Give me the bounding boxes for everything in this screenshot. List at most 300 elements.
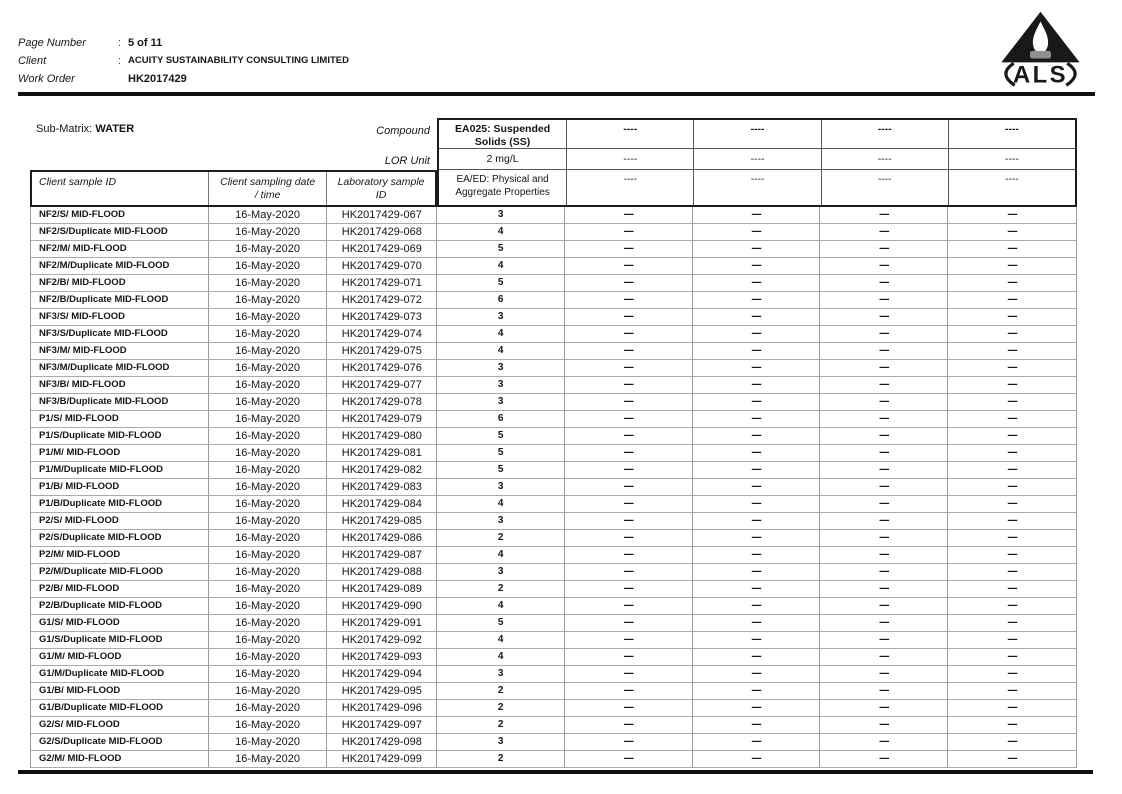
cell-empty-result: ----: [1007, 396, 1017, 407]
cell-lab-sample-id: HK2017429-099: [327, 751, 437, 767]
cell-result-value: 4: [437, 343, 565, 359]
cell-lab-sample-id: HK2017429-090: [327, 598, 437, 614]
cell-lab-sample-id: HK2017429-071: [327, 275, 437, 291]
cell-sampling-date: 16-May-2020: [209, 343, 328, 359]
cell-empty-result: ----: [820, 241, 948, 257]
compound-column: [821, 120, 948, 205]
cell-lab-sample-id: HK2017429-087: [327, 547, 437, 563]
cell-result-value: 4: [437, 224, 565, 240]
table-row: [31, 530, 1076, 547]
cell-sample-id: G1/M/ MID-FLOOD: [31, 649, 209, 665]
sampling-date-header-line1: Client sampling date: [220, 176, 316, 188]
cell-empty-result: ----: [820, 479, 948, 495]
cell-lab-sample-id: HK2017429-082: [327, 462, 437, 478]
compound-column: [693, 120, 820, 205]
cell-empty-result: ----: [565, 241, 693, 257]
cell-result-value: 6: [437, 292, 565, 308]
cell-empty-result: ----: [565, 564, 693, 580]
cell-lab-sample-id: HK2017429-089: [327, 581, 437, 597]
cell-empty-result: ----: [693, 462, 821, 478]
compound-column: [439, 120, 566, 205]
cell-sample-id: P1/S/Duplicate MID-FLOOD: [31, 428, 209, 444]
cell-result-value: 2: [437, 530, 565, 546]
cell-empty-result: ----: [693, 547, 821, 563]
cell-empty-result: ----: [693, 275, 821, 291]
cell-empty-result: ----: [1007, 498, 1017, 509]
cell-sampling-date: 16-May-2020: [209, 683, 328, 699]
cell-result-value: 3: [437, 666, 565, 682]
cell-sampling-date: 16-May-2020: [209, 207, 328, 223]
cell-empty-result: ----: [565, 428, 693, 444]
cell-empty-result: ----: [820, 496, 948, 512]
table-row: [31, 513, 1076, 530]
cell-sample-id: G2/M/ MID-FLOOD: [31, 751, 209, 767]
cell-empty-result: ----: [693, 530, 821, 546]
cell-sample-id: NF3/S/Duplicate MID-FLOOD: [31, 326, 209, 342]
cell-empty-result: ----: [565, 683, 693, 699]
table-row: [31, 411, 1076, 428]
cell-sample-id: NF3/M/Duplicate MID-FLOOD: [31, 360, 209, 376]
cell-empty-result: ----: [693, 377, 821, 393]
cell-lab-sample-id: HK2017429-098: [327, 734, 437, 750]
cell-sample-id: NF2/M/Duplicate MID-FLOOD: [31, 258, 209, 274]
cell-empty-result: ----: [565, 326, 693, 342]
cell-sampling-date: 16-May-2020: [209, 700, 328, 716]
cell-sampling-date: 16-May-2020: [209, 326, 328, 342]
cell-result-value: 5: [437, 241, 565, 257]
cell-empty-result: ----: [693, 666, 821, 682]
cell-sample-id: G1/S/Duplicate MID-FLOOD: [31, 632, 209, 648]
cell-empty-result: ----: [565, 649, 693, 665]
cell-empty-result: ----: [693, 241, 821, 257]
table-row: [31, 258, 1076, 275]
cell-lab-sample-id: HK2017429-072: [327, 292, 437, 308]
cell-lab-sample-id: HK2017429-074: [327, 326, 437, 342]
cell-empty-result: ----: [1007, 634, 1017, 645]
table-row: [31, 598, 1076, 615]
cell-sample-id: G2/S/ MID-FLOOD: [31, 717, 209, 733]
sub-matrix-value: WATER: [95, 123, 135, 135]
table-row: [31, 496, 1076, 513]
cell-sampling-date: 16-May-2020: [209, 224, 328, 240]
table-row: [31, 734, 1076, 751]
cell-empty-result: ----: [820, 615, 948, 631]
cell-sampling-date: 16-May-2020: [209, 734, 328, 750]
cell-lab-sample-id: HK2017429-094: [327, 666, 437, 682]
cell-result-value: 3: [437, 309, 565, 325]
cell-lab-sample-id: HK2017429-079: [327, 411, 437, 427]
cell-empty-result: ----: [820, 530, 948, 546]
cell-sample-id: P1/S/ MID-FLOOD: [31, 411, 209, 427]
table-row: [31, 377, 1076, 394]
cell-empty-result: ----: [1007, 328, 1017, 339]
compound-name: ----: [567, 120, 693, 149]
cell-empty-result: ----: [820, 564, 948, 580]
cell-sample-id: P2/S/Duplicate MID-FLOOD: [31, 530, 209, 546]
cell-empty-result: ----: [693, 445, 821, 461]
cell-sample-id: P2/B/ MID-FLOOD: [31, 581, 209, 597]
cell-empty-result: ----: [693, 700, 821, 716]
cell-empty-result: ----: [565, 598, 693, 614]
cell-empty-result: ----: [820, 224, 948, 240]
cell-empty-result: ----: [1007, 736, 1017, 747]
cell-sample-id: NF2/B/Duplicate MID-FLOOD: [31, 292, 209, 308]
cell-sample-id: NF3/B/Duplicate MID-FLOOD: [31, 394, 209, 410]
cell-lab-sample-id: HK2017429-083: [327, 479, 437, 495]
table-row: [31, 394, 1076, 411]
results-table: [30, 118, 1077, 768]
table-bottom-divider: [18, 770, 1093, 774]
compound-lor-unit: ----: [822, 149, 948, 170]
cell-empty-result: ----: [1007, 668, 1017, 679]
compound-name: ----: [694, 120, 820, 149]
cell-sample-id: P1/B/Duplicate MID-FLOOD: [31, 496, 209, 512]
cell-empty-result: ----: [565, 309, 693, 325]
cell-empty-result: ----: [693, 683, 821, 699]
cell-empty-result: ----: [1007, 413, 1017, 424]
cell-empty-result: ----: [693, 564, 821, 580]
cell-empty-result: ----: [693, 360, 821, 376]
table-row: [31, 479, 1076, 496]
work-order-row: [18, 70, 349, 88]
cell-sampling-date: 16-May-2020: [209, 309, 328, 325]
cell-result-value: 3: [437, 479, 565, 495]
cell-lab-sample-id: HK2017429-075: [327, 343, 437, 359]
cell-empty-result: ----: [820, 700, 948, 716]
cell-empty-result: ----: [693, 309, 821, 325]
cell-sampling-date: 16-May-2020: [209, 530, 328, 546]
cell-empty-result: ----: [693, 411, 821, 427]
cell-empty-result: ----: [565, 530, 693, 546]
compound-method: ----: [750, 174, 765, 185]
compound-columns-header: [437, 118, 1077, 207]
work-order-label: Work Order: [18, 73, 75, 85]
cell-empty-result: ----: [820, 428, 948, 444]
cell-empty-result: ----: [565, 666, 693, 682]
cell-empty-result: ----: [820, 462, 948, 478]
cell-result-value: 2: [437, 717, 565, 733]
cell-lab-sample-id: HK2017429-093: [327, 649, 437, 665]
cell-empty-result: ----: [1007, 583, 1017, 594]
table-row: [31, 666, 1076, 683]
cell-sampling-date: 16-May-2020: [209, 258, 328, 274]
cell-empty-result: ----: [565, 717, 693, 733]
cell-lab-sample-id: HK2017429-077: [327, 377, 437, 393]
cell-sampling-date: 16-May-2020: [209, 275, 328, 291]
cell-sampling-date: 16-May-2020: [209, 666, 328, 682]
table-row: [31, 615, 1076, 632]
compound-name: EA025: Suspended Solids (SS): [439, 120, 566, 149]
client-sample-id-header: Client sample ID: [39, 176, 117, 188]
sub-matrix-label: Sub-Matrix:: [36, 123, 93, 135]
cell-lab-sample-id: HK2017429-078: [327, 394, 437, 410]
cell-result-value: 4: [437, 496, 565, 512]
cell-empty-result: ----: [820, 513, 948, 529]
cell-lab-sample-id: HK2017429-086: [327, 530, 437, 546]
cell-empty-result: ----: [693, 479, 821, 495]
cell-empty-result: ----: [820, 547, 948, 563]
cell-empty-result: ----: [1007, 600, 1017, 611]
table-row: [31, 649, 1076, 666]
compound-column: [566, 120, 693, 205]
cell-sample-id: P2/M/ MID-FLOOD: [31, 547, 209, 563]
sample-columns-header: [30, 170, 437, 207]
cell-sampling-date: 16-May-2020: [209, 411, 328, 427]
cell-result-value: 2: [437, 751, 565, 767]
cell-empty-result: ----: [1007, 617, 1017, 628]
cell-empty-result: ----: [693, 649, 821, 665]
separator: [118, 70, 128, 88]
cell-sample-id: G1/B/Duplicate MID-FLOOD: [31, 700, 209, 716]
compound-name: ----: [822, 120, 948, 149]
work-order-value: HK2017429: [128, 73, 187, 85]
compound-name: ----: [949, 120, 1075, 149]
cell-empty-result: ----: [1007, 753, 1017, 764]
cell-empty-result: ----: [565, 751, 693, 767]
cell-empty-result: ----: [693, 598, 821, 614]
cell-result-value: 4: [437, 632, 565, 648]
compound-method: EA/ED: Physical and Aggregate Properties: [455, 174, 550, 198]
cell-lab-sample-id: HK2017429-067: [327, 207, 437, 223]
cell-lab-sample-id: HK2017429-085: [327, 513, 437, 529]
cell-result-value: 4: [437, 326, 565, 342]
cell-empty-result: ----: [1007, 345, 1017, 356]
separator: :: [118, 37, 122, 49]
cell-sample-id: P2/B/Duplicate MID-FLOOD: [31, 598, 209, 614]
cell-sampling-date: 16-May-2020: [209, 649, 328, 665]
compound-lor-unit: ----: [949, 149, 1075, 170]
cell-empty-result: ----: [820, 394, 948, 410]
cell-sampling-date: 16-May-2020: [209, 496, 328, 512]
cell-sampling-date: 16-May-2020: [209, 360, 328, 376]
lab-sample-id-header-line2: ID: [375, 189, 387, 201]
compound-lor-unit: 2 mg/L: [439, 149, 566, 170]
cell-result-value: 3: [437, 564, 565, 580]
cell-empty-result: ----: [565, 462, 693, 478]
cell-empty-result: ----: [693, 343, 821, 359]
cell-sample-id: NF2/M/ MID-FLOOD: [31, 241, 209, 257]
cell-empty-result: ----: [820, 360, 948, 376]
cell-empty-result: ----: [565, 377, 693, 393]
cell-empty-result: ----: [820, 377, 948, 393]
compound-method: ----: [623, 174, 637, 185]
cell-empty-result: ----: [693, 513, 821, 529]
cell-empty-result: ----: [1007, 260, 1017, 271]
cell-empty-result: ----: [1007, 464, 1017, 475]
cell-empty-result: ----: [820, 411, 948, 427]
cell-empty-result: ----: [565, 632, 693, 648]
cell-sample-id: G1/S/ MID-FLOOD: [31, 615, 209, 631]
cell-empty-result: ----: [693, 258, 821, 274]
cell-result-value: 4: [437, 598, 565, 614]
cell-empty-result: ----: [693, 292, 821, 308]
cell-sampling-date: 16-May-2020: [209, 241, 328, 257]
table-row: [31, 581, 1076, 598]
cell-empty-result: ----: [693, 717, 821, 733]
cell-empty-result: ----: [565, 615, 693, 631]
cell-empty-result: ----: [693, 428, 821, 444]
cell-empty-result: ----: [693, 581, 821, 597]
cell-lab-sample-id: HK2017429-070: [327, 258, 437, 274]
cell-empty-result: ----: [820, 734, 948, 750]
cell-empty-result: ----: [1007, 311, 1017, 322]
cell-empty-result: ----: [693, 734, 821, 750]
cell-empty-result: ----: [820, 649, 948, 665]
cell-lab-sample-id: HK2017429-073: [327, 309, 437, 325]
cell-sample-id: P1/M/Duplicate MID-FLOOD: [31, 462, 209, 478]
cell-empty-result: ----: [565, 360, 693, 376]
cell-lab-sample-id: HK2017429-095: [327, 683, 437, 699]
cell-lab-sample-id: HK2017429-076: [327, 360, 437, 376]
table-row: [31, 292, 1076, 309]
cell-empty-result: ----: [693, 751, 821, 767]
cell-sample-id: P1/M/ MID-FLOOD: [31, 445, 209, 461]
cell-empty-result: ----: [820, 292, 948, 308]
report-header-fields: [18, 34, 349, 88]
cell-empty-result: ----: [693, 615, 821, 631]
cell-empty-result: ----: [820, 751, 948, 767]
sampling-date-header: [208, 172, 326, 205]
table-row: [31, 207, 1076, 224]
table-row: [31, 326, 1076, 343]
als-logo-icon: [988, 8, 1093, 90]
cell-empty-result: ----: [693, 224, 821, 240]
cell-empty-result: ----: [565, 700, 693, 716]
table-row: [31, 224, 1076, 241]
cell-empty-result: ----: [565, 207, 693, 223]
cell-empty-result: ----: [1007, 209, 1017, 220]
cell-empty-result: ----: [1007, 481, 1017, 492]
cell-empty-result: ----: [820, 258, 948, 274]
compound-lor-unit: ----: [694, 149, 820, 170]
cell-empty-result: ----: [820, 275, 948, 291]
cell-empty-result: ----: [820, 445, 948, 461]
cell-sampling-date: 16-May-2020: [209, 581, 328, 597]
cell-sample-id: P1/B/ MID-FLOOD: [31, 479, 209, 495]
cell-empty-result: ----: [1007, 294, 1017, 305]
cell-empty-result: ----: [820, 666, 948, 682]
table-header: [30, 118, 1077, 207]
cell-sample-id: P2/S/ MID-FLOOD: [31, 513, 209, 529]
cell-result-value: 3: [437, 377, 565, 393]
cell-empty-result: ----: [565, 224, 693, 240]
sampling-date-header-line2: / time: [254, 189, 281, 201]
cell-empty-result: ----: [693, 632, 821, 648]
cell-lab-sample-id: HK2017429-097: [327, 717, 437, 733]
cell-empty-result: ----: [1007, 362, 1017, 373]
table-row: [31, 751, 1076, 768]
table-row: [31, 241, 1076, 258]
cell-empty-result: ----: [820, 343, 948, 359]
cell-lab-sample-id: HK2017429-096: [327, 700, 437, 716]
cell-empty-result: ----: [820, 309, 948, 325]
cell-result-value: 6: [437, 411, 565, 427]
cell-lab-sample-id: HK2017429-091: [327, 615, 437, 631]
cell-result-value: 5: [437, 615, 565, 631]
compound-column: [948, 120, 1075, 205]
cell-sampling-date: 16-May-2020: [209, 462, 328, 478]
cell-empty-result: ----: [565, 479, 693, 495]
compound-method: ----: [1005, 174, 1019, 185]
cell-result-value: 4: [437, 547, 565, 563]
cell-result-value: 3: [437, 360, 565, 376]
cell-empty-result: ----: [565, 734, 693, 750]
table-row: [31, 445, 1076, 462]
lab-sample-id-header: [326, 172, 435, 205]
cell-empty-result: ----: [565, 411, 693, 427]
cell-sample-id: G1/M/Duplicate MID-FLOOD: [31, 666, 209, 682]
cell-sampling-date: 16-May-2020: [209, 632, 328, 648]
cell-sampling-date: 16-May-2020: [209, 751, 328, 767]
table-row: [31, 564, 1076, 581]
cell-empty-result: ----: [1007, 226, 1017, 237]
cell-empty-result: ----: [820, 717, 948, 733]
cell-result-value: 3: [437, 734, 565, 750]
cell-empty-result: ----: [693, 326, 821, 342]
cell-sample-id: NF3/S/ MID-FLOOD: [31, 309, 209, 325]
header-divider: [18, 92, 1095, 96]
cell-empty-result: ----: [1007, 651, 1017, 662]
cell-empty-result: ----: [820, 207, 948, 223]
cell-sample-id: P2/M/Duplicate MID-FLOOD: [31, 564, 209, 580]
table-body: [30, 207, 1077, 768]
cell-empty-result: ----: [1007, 702, 1017, 713]
table-row: [31, 632, 1076, 649]
page-number-label: Page Number: [18, 37, 86, 49]
cell-empty-result: ----: [1007, 515, 1017, 526]
cell-empty-result: ----: [565, 275, 693, 291]
cell-sampling-date: 16-May-2020: [209, 377, 328, 393]
cell-empty-result: ----: [693, 394, 821, 410]
cell-empty-result: ----: [820, 326, 948, 342]
cell-result-value: 2: [437, 581, 565, 597]
cell-empty-result: ----: [1007, 549, 1017, 560]
cell-lab-sample-id: HK2017429-068: [327, 224, 437, 240]
cell-sample-id: NF2/S/ MID-FLOOD: [31, 207, 209, 223]
cell-lab-sample-id: HK2017429-084: [327, 496, 437, 512]
cell-empty-result: ----: [1007, 447, 1017, 458]
cell-sample-id: NF2/S/Duplicate MID-FLOOD: [31, 224, 209, 240]
cell-empty-result: ----: [1007, 719, 1017, 730]
cell-lab-sample-id: HK2017429-081: [327, 445, 437, 461]
cell-result-value: 3: [437, 207, 565, 223]
cell-sample-id: G1/B/ MID-FLOOD: [31, 683, 209, 699]
cell-empty-result: ----: [565, 547, 693, 563]
cell-result-value: 5: [437, 428, 565, 444]
compound-lor-unit: ----: [567, 149, 693, 170]
cell-empty-result: ----: [565, 581, 693, 597]
cell-sampling-date: 16-May-2020: [209, 564, 328, 580]
cell-empty-result: ----: [565, 343, 693, 359]
client-label: Client: [18, 55, 47, 67]
cell-result-value: 3: [437, 394, 565, 410]
svg-text:ALS: ALS: [1013, 61, 1068, 89]
cell-lab-sample-id: HK2017429-069: [327, 241, 437, 257]
cell-result-value: 4: [437, 649, 565, 665]
separator: :: [118, 55, 122, 67]
page-number-value: 5 of 11: [128, 37, 163, 49]
cell-sampling-date: 16-May-2020: [209, 445, 328, 461]
cell-empty-result: ----: [820, 632, 948, 648]
cell-sample-id: G2/S/Duplicate MID-FLOOD: [31, 734, 209, 750]
cell-result-value: 5: [437, 462, 565, 478]
table-row: [31, 275, 1076, 292]
cell-empty-result: ----: [565, 496, 693, 512]
cell-lab-sample-id: HK2017429-080: [327, 428, 437, 444]
table-row: [31, 683, 1076, 700]
cell-sampling-date: 16-May-2020: [209, 513, 328, 529]
table-row: [31, 360, 1076, 377]
